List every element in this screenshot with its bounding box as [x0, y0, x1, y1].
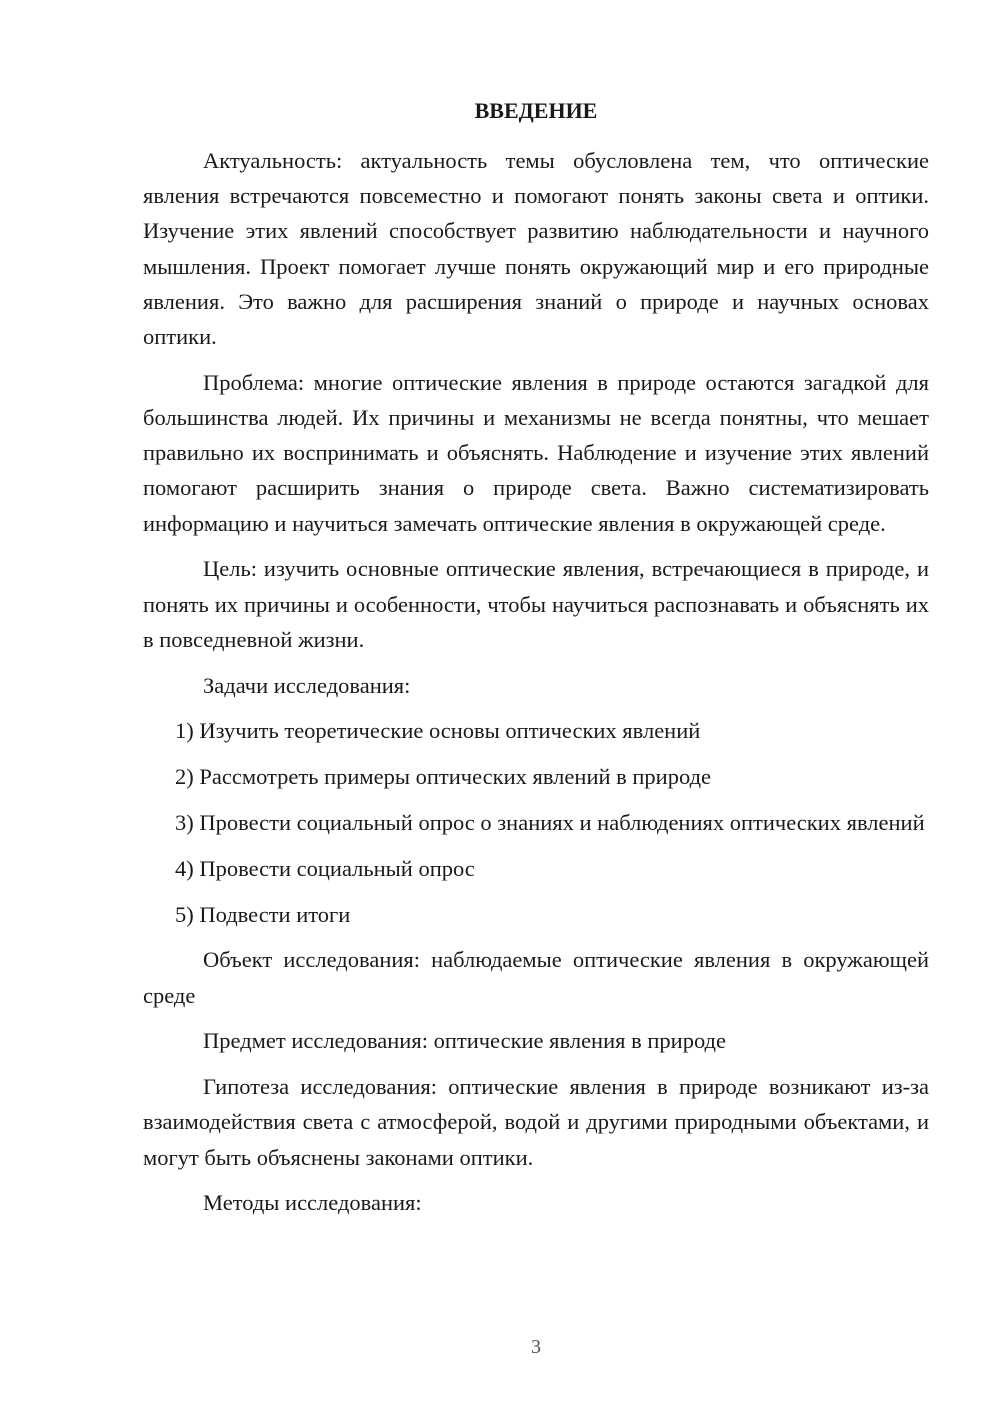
problem-paragraph: Проблема: многие оптические явления в природе остаются загадкой для большинства людей. Их причины и механизмы не всегда понятны, что мешает правильно их воспринимать и объяснять. Наблюдение и изучение этих явлений помогают расширить знания о природе света. Важно систематизировать информацию и научиться замечать оптические явления в окружающей среде.: [143, 369, 929, 536]
object-paragraph: Объект исследования: наблюдаемые оптические явления в окружающей среде: [143, 947, 929, 1008]
task-item: 5) Подвести итоги: [175, 901, 351, 927]
task-item: 3) Провести социальный опрос о знаниях и наблюдениях оптических явлений: [175, 810, 925, 836]
page-number: 3: [531, 1336, 541, 1358]
task-item: 2) Рассмотреть примеры оптических явлений в природе: [175, 764, 712, 790]
task-item: 1) Изучить теоретические основы оптических явлений: [175, 718, 701, 744]
relevance-paragraph: Актуальность: актуальность темы обусловлена тем, что оптические явления встречаются повсеместно и помогают понять законы света и оптики. Изучение этих явлений способствует развитию наблюдательности и научного мышления. Проект помогает лучше понять окружающий мир и его природные явления. Это важно для расширения знаний о природе и научных основах оптики.: [143, 148, 929, 350]
hypothesis-paragraph: Гипотеза исследования: оптические явления в природе возникают из-за взаимодействия света с атмосферой, водой и другими природными объектами, и могут быть объяснены законами оптики.: [143, 1074, 929, 1170]
methods-heading: Методы исследования:: [203, 1190, 422, 1216]
goal-paragraph: Цель: изучить основные оптические явления, встречающиеся в природе, и понять их причины и особенности, чтобы научиться распознавать и объяснять их в повседневной жизни.: [143, 556, 929, 652]
section-title: ВВЕДЕНИЕ: [474, 98, 598, 123]
tasks-heading: Задачи исследования:: [203, 672, 411, 698]
body-text: [143, 143, 929, 1221]
task-item: 4) Провести социальный опрос: [175, 855, 475, 881]
subject-paragraph: Предмет исследования: оптические явления в природе: [203, 1028, 726, 1054]
